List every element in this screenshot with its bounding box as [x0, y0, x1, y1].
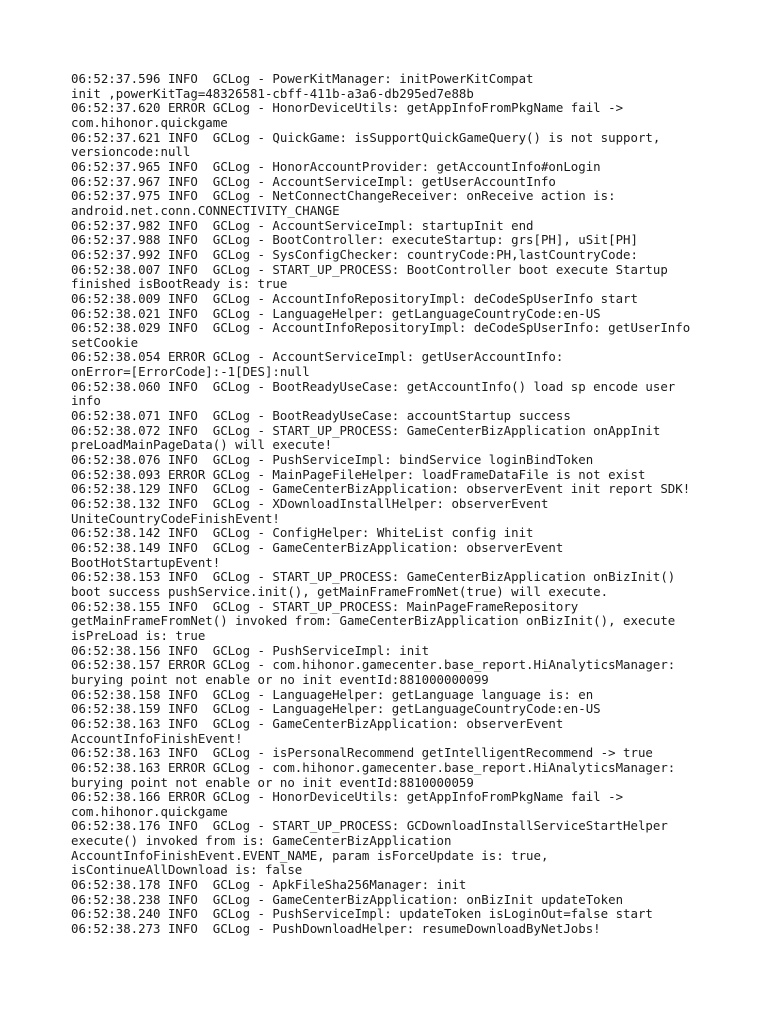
log-line: 06:52:38.238 INFO GCLog - GameCenterBizApplication: onBizInit updateToken	[71, 891, 624, 907]
log-line: AccountInfoFinishEvent!	[71, 730, 243, 746]
log-line: 06:52:38.007 INFO GCLog - START_UP_PROCESS: BootController boot execute Startup	[71, 261, 668, 277]
log-line: 06:52:38.273 INFO GCLog - PushDownloadHelper: resumeDownloadByNetJobs!	[71, 921, 601, 937]
log-document	[71, 72, 761, 937]
log-line: 06:52:38.163 INFO GCLog - isPersonalRecommend getIntelligentRecommend -> true	[71, 745, 653, 761]
log-line: AccountInfoFinishEvent.EVENT_NAME, param isForceUpdate is: true,	[71, 847, 549, 863]
log-line: 06:52:37.967 INFO GCLog - AccountServiceImpl: getUserAccountInfo	[71, 173, 556, 189]
log-line: 06:52:38.072 INFO GCLog - START_UP_PROCESS: GameCenterBizApplication onAppInit	[71, 422, 661, 438]
log-line: boot success pushService.init(), getMainFrameFromNet(true) will execute.	[71, 583, 609, 599]
log-line: 06:52:38.156 INFO GCLog - PushServiceImpl: init	[71, 642, 430, 658]
log-line: getMainFrameFromNet() invoked from: GameCenterBizApplication onBizInit(), execute	[71, 613, 676, 629]
log-line: burying point not enable or no init eventId:8810000059	[71, 774, 474, 790]
log-line: 06:52:38.021 INFO GCLog - LanguageHelper: getLanguageCountryCode:en-US	[71, 305, 601, 321]
log-line: 06:52:38.009 INFO GCLog - AccountInfoRepositoryImpl: deCodeSpUserInfo start	[71, 290, 638, 306]
log-line: 06:52:38.060 INFO GCLog - BootReadyUseCase: getAccountInfo() load sp encode user	[71, 378, 676, 394]
log-line: 06:52:38.029 INFO GCLog - AccountInfoRepositoryImpl: deCodeSpUserInfo: getUserInfo	[71, 320, 691, 336]
log-line: preLoadMainPageData() will execute!	[71, 437, 333, 453]
log-line: 06:52:38.129 INFO GCLog - GameCenterBizApplication: observerEvent init report SDK!	[71, 481, 691, 497]
log-line: 06:52:38.157 ERROR GCLog - com.hihonor.gamecenter.base_report.HiAnalyticsManager:	[71, 657, 676, 673]
log-line: init ,powerKitTag=48326581-cbff-411b-a3a6-db295ed7e88b	[71, 85, 474, 101]
log-line: 06:52:38.132 INFO GCLog - XDownloadInstallHelper: observerEvent	[71, 496, 549, 512]
log-line: 06:52:37.620 ERROR GCLog - HonorDeviceUtils: getAppInfoFromPkgName fail ->	[71, 100, 624, 116]
log-line: 06:52:38.076 INFO GCLog - PushServiceImpl: bindService loginBindToken	[71, 452, 594, 468]
log-line: com.hihonor.quickgame	[71, 114, 228, 130]
log-line: versioncode:null	[71, 144, 191, 160]
log-line: BootHotStartupEvent!	[71, 554, 221, 570]
log-line: 06:52:38.158 INFO GCLog - LanguageHelper: getLanguage language is: en	[71, 686, 594, 702]
log-line: execute() invoked from is: GameCenterBizApplication	[71, 833, 452, 849]
log-line: 06:52:38.240 INFO GCLog - PushServiceImpl: updateToken isLoginOut=false start	[71, 906, 653, 922]
log-line: 06:52:38.163 ERROR GCLog - com.hihonor.gamecenter.base_report.HiAnalyticsManager:	[71, 759, 676, 775]
log-line: 06:52:38.093 ERROR GCLog - MainPageFileHelper: loadFrameDataFile is not exist	[71, 466, 646, 482]
log-line: 06:52:38.163 INFO GCLog - GameCenterBizApplication: observerEvent	[71, 715, 564, 731]
log-line: onError=[ErrorCode]:-1[DES]:null	[71, 364, 310, 380]
log-line: 06:52:38.142 INFO GCLog - ConfigHelper: WhiteList config init	[71, 525, 534, 541]
log-line: isContinueAllDownload is: false	[71, 862, 303, 878]
log-line: 06:52:37.992 INFO GCLog - SysConfigChecker: countryCode:PH,lastCountryCode:	[71, 246, 638, 262]
log-line: info	[71, 393, 101, 409]
log-line: 06:52:37.982 INFO GCLog - AccountServiceImpl: startupInit end	[71, 217, 534, 233]
log-line: 06:52:38.159 INFO GCLog - LanguageHelper: getLanguageCountryCode:en-US	[71, 701, 601, 717]
log-line: 06:52:38.054 ERROR GCLog - AccountServiceImpl: getUserAccountInfo:	[71, 349, 564, 365]
log-line: 06:52:37.988 INFO GCLog - BootController: executeStartup: grs[PH], uSit[PH]	[71, 232, 638, 248]
log-line: 06:52:37.975 INFO GCLog - NetConnectChangeReceiver: onReceive action is:	[71, 188, 616, 204]
log-line: 06:52:38.149 INFO GCLog - GameCenterBizApplication: observerEvent	[71, 540, 564, 555]
log-line: 06:52:38.166 ERROR GCLog - HonorDeviceUtils: getAppInfoFromPkgName fail ->	[71, 789, 624, 805]
log-line: isPreLoad is: true	[71, 627, 206, 643]
log-line: 06:52:37.596 INFO GCLog - PowerKitManager: initPowerKitCompat	[71, 71, 534, 86]
log-line: com.hihonor.quickgame	[71, 803, 228, 819]
log-line: 06:52:38.155 INFO GCLog - START_UP_PROCESS: MainPageFrameRepository	[71, 598, 579, 614]
log-line: finished isBootReady is: true	[71, 276, 288, 292]
log-line: 06:52:37.965 INFO GCLog - HonorAccountProvider: getAccountInfo#onLogin	[71, 158, 601, 174]
log-line: android.net.conn.CONNECTIVITY_CHANGE	[71, 202, 340, 218]
log-line: 06:52:38.153 INFO GCLog - START_UP_PROCESS: GameCenterBizApplication onBizInit()	[71, 569, 676, 585]
log-line: 06:52:38.178 INFO GCLog - ApkFileSha256Manager: init	[71, 877, 467, 893]
log-line: 06:52:38.071 INFO GCLog - BootReadyUseCase: accountStartup success	[71, 408, 571, 424]
log-line: burying point not enable or no init eventId:881000000099	[71, 671, 489, 687]
log-line: 06:52:37.621 INFO GCLog - QuickGame: isSupportQuickGameQuery() is not support,	[71, 129, 661, 145]
log-line: UniteCountryCodeFinishEvent!	[71, 510, 280, 526]
log-line: setCookie	[71, 334, 139, 350]
log-line: 06:52:38.176 INFO GCLog - START_UP_PROCESS: GCDownloadInstallServiceStartHelper	[71, 818, 668, 834]
